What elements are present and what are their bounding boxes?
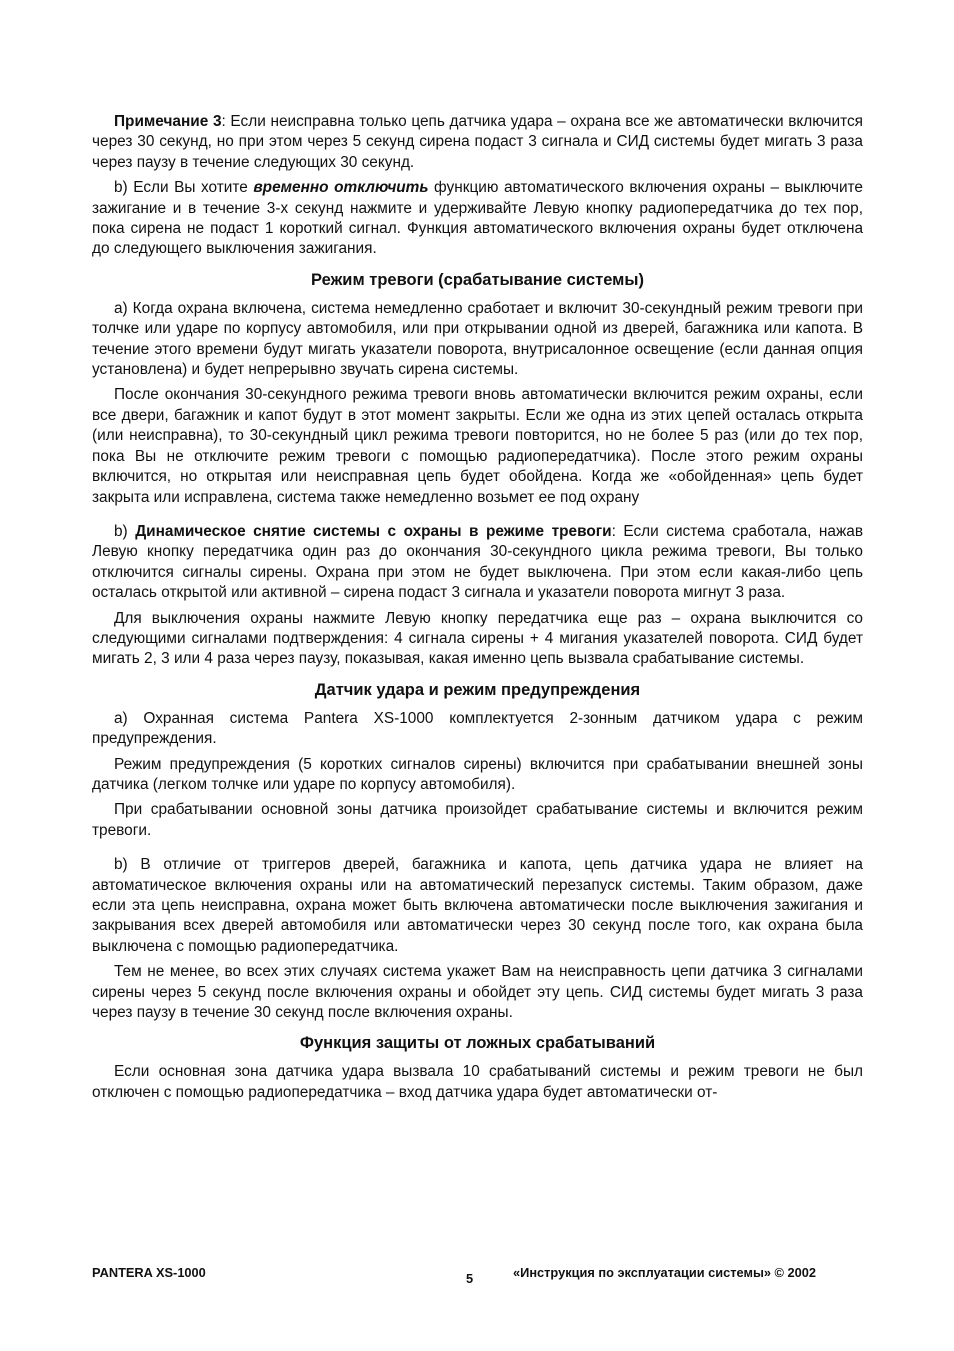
false-alarm-paragraph: Если основная зона датчика удара вызвала 10 срабатываний системы и режим тревоги не был отключен с помощью радиопередатчика – вход датчика удара будет автоматически от- xyxy=(92,1063,863,1101)
dynamic-disarm-label: Динамическое снятие системы с охраны в режиме тревоги xyxy=(135,522,612,540)
heading-alarm-mode: Режим тревоги (срабатывание системы) xyxy=(311,270,644,289)
main-zone-paragraph: При срабатывании основной зоны датчика произойдет срабатывание системы и включится режим тревоги. xyxy=(92,801,863,839)
alarm-paragraph-a: а) Когда охрана включена, система немедленно сработает и включит 30-секундный режим тревоги при толчке или ударе по корпусу автомобиля, или при открывании одной из дверей, багажника или капота. В течение этого времени будут мигать указатели поворота, внутрисалонное освещение (если данная опция установлена) и будет непрерывно звучать сирена системы. xyxy=(92,299,863,379)
dynamic-disarm-paragraph xyxy=(92,522,863,604)
note-3-text: : Если неисправна только цепь датчика удара – охрана все же автоматически включится через 30 секунд, но при этом через 5 секунд сирена подаст 3 сигнала и СИД системы будет мигать 3 раза через паузу в течение следующих 30 секунд. xyxy=(92,113,863,171)
disable-auto-arm-paragraph xyxy=(92,178,863,260)
dynamic-disarm-text: : Если система сработала, нажав Левую кнопку передатчика один раз до окончания 30-секундного цикла режима тревоги, Вы только отключится сигналы сирены. Охрана при этом не будет выключена. При этом если какая-либо цепь осталась открытой или активной – сирена подаст 3 сигнала и указатели поворота мигнут 3 раза. xyxy=(92,522,863,602)
note-3-paragraph xyxy=(92,112,863,173)
heading-false-alarm-protection: Функция защиты от ложных срабатываний xyxy=(299,1034,656,1053)
footer-page-number: 5 xyxy=(466,1271,474,1286)
note-3-label: Примечание 3 xyxy=(114,113,222,130)
disarm-confirmation-paragraph: Для выключения охраны нажмите Левую кнопку передатчика еще раз – охрана выключится со следующими сигналами подтверждения: 4 сигнала сирены + 4 мигания указателей поворота. СИД будет мигать 2, 3 или 4 раза через паузу, показывая, какая именно цепь вызвала срабатывание системы. xyxy=(92,609,863,668)
dynamic-disarm-prefix: b) xyxy=(114,522,136,540)
disable-auto-arm-intro: b) Если Вы хотите xyxy=(114,179,254,197)
disable-auto-arm-text: функцию автоматического включения охраны – выключите зажигание и в течение 3-х секунд нажмите и удерживайте Левую кнопку радиопередатчика до тех пор, пока сирена не подаст 1 короткий сигнал. Функция автоматического включения охраны будет отключена до следующего выключения зажигания. xyxy=(92,179,863,258)
page-content xyxy=(92,112,863,1108)
sensor-paragraph-b: b) В отличие от триггеров дверей, багажника и капота, цепь датчика удара не влияет на автоматическое включения охраны или на автоматический перезапуск системы. Таким образом, даже если эта цепь неисправна, охрана может быть включена автоматически после выключения зажигания и закрывания всех дверей автомобиля или автоматически через 30 секунд после того, как охрана была выключена с помощью радиопередатчика. xyxy=(92,856,863,955)
footer-manual-title: «Инструкция по эксплуатации системы» © 2002 xyxy=(513,1265,817,1280)
heading-shock-sensor: Датчик удара и режим предупреждения xyxy=(314,680,641,699)
sensor-paragraph-a: а) Охранная система Pantera XS-1000 комплектуется 2-зонным датчиком удара с режим предупреждения. xyxy=(92,709,863,748)
temporarily-disable-emphasis: временно отключить xyxy=(253,179,429,197)
warning-mode-paragraph: Режим предупреждения (5 коротких сигналов сирены) включится при срабатывании внешней зоны датчика (легком толчке или ударе по корпусу автомобиля). xyxy=(92,755,863,793)
alarm-paragraph-after: После окончания 30-секундного режима тревоги вновь автоматически включится режим охраны, если все двери, багажник и капот будут в этот момент закрыты. Если же одна из этих цепей осталась открыта (или неисправна), то 30-секундный цикл режима тревоги повторится, но не более 5 раз (или до тех пор, пока Вы не отключите режим тревоги с помощью радиопередатчика). После этого режим охраны включится, но открытая или неисправная цепь будет обойдена. Когда же «обойденная» цепь будет закрыта или исправлена, система также немедленно возьмет ее под охрану xyxy=(92,386,863,506)
sensor-fault-paragraph: Тем не менее, во всех этих случаях система укажет Вам на неисправность цепи датчика 3 сигналами сирены через 5 секунд после включения охраны и обойдет эту цепь. СИД системы будет мигать 3 раза через паузу в течение 30 секунд после включения охраны. xyxy=(92,963,863,1022)
footer-product-name: PANTERA XS-1000 xyxy=(92,1265,206,1280)
